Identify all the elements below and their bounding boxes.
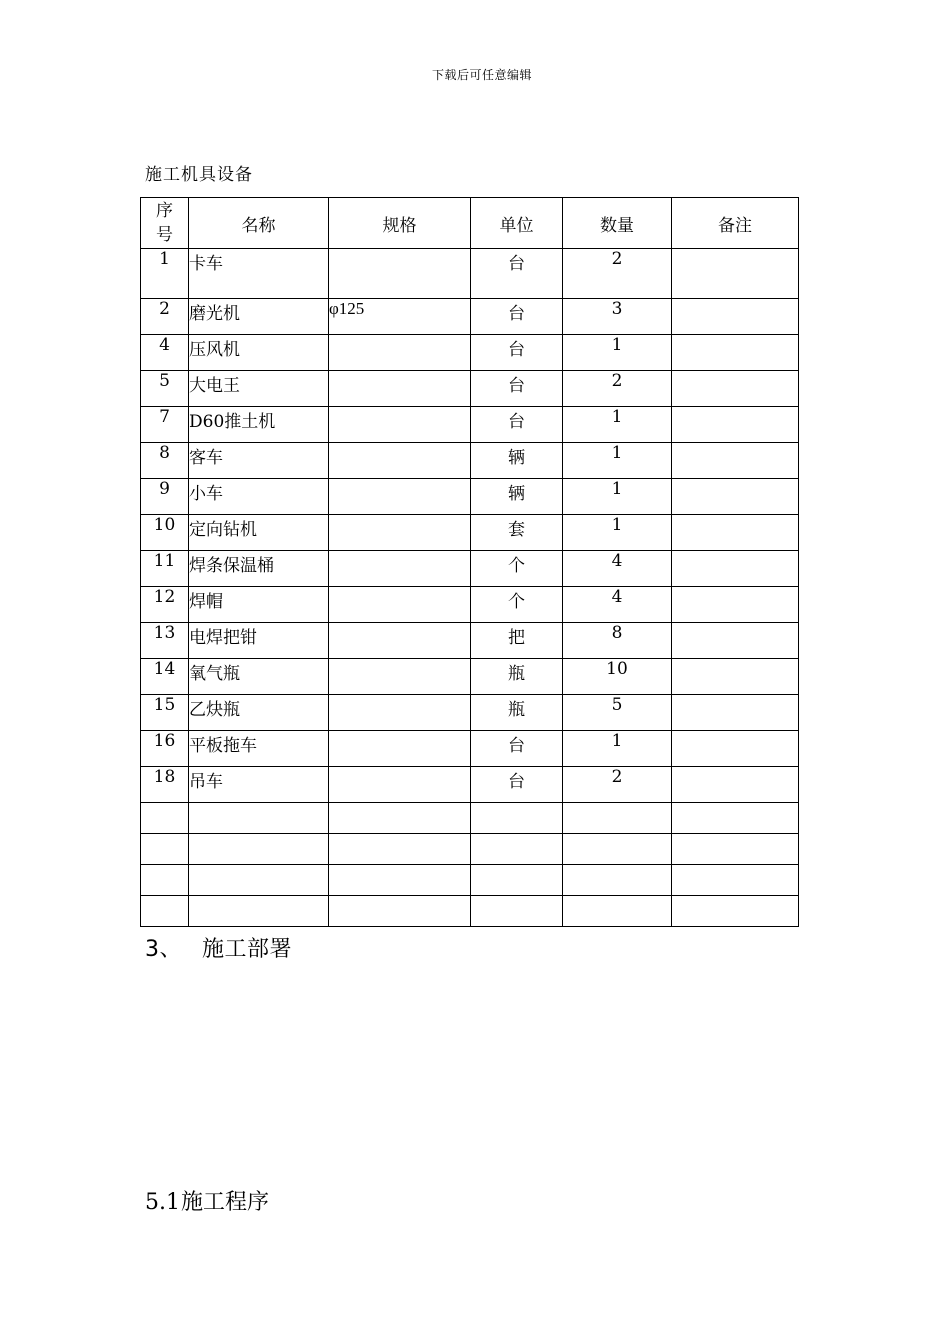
cell-unit: 台: [471, 335, 563, 371]
empty-cell: [471, 896, 563, 927]
header-name: 名称: [189, 198, 329, 249]
cell-qty: 2: [563, 371, 672, 407]
empty-cell: [329, 896, 471, 927]
cell-name: 大电王: [189, 371, 329, 407]
heading-3-number: 3、: [145, 937, 182, 962]
cell-spec: φ125: [329, 299, 471, 335]
cell-note: [672, 407, 799, 443]
table-row: [141, 623, 799, 659]
empty-cell: [141, 834, 189, 865]
empty-cell: [141, 865, 189, 896]
empty-cell: [672, 896, 799, 927]
cell-name: 焊帽: [189, 587, 329, 623]
cell-seq: 9: [141, 479, 189, 515]
empty-cell: [672, 803, 799, 834]
table-row: [141, 767, 799, 803]
cell-note: [672, 479, 799, 515]
cell-seq: 18: [141, 767, 189, 803]
header-note: 备注: [672, 198, 799, 249]
cell-seq: 11: [141, 551, 189, 587]
cell-seq: 15: [141, 695, 189, 731]
cell-unit: 瓶: [471, 659, 563, 695]
header-spec: 规格: [329, 198, 471, 249]
table-row: [141, 551, 799, 587]
empty-cell: [563, 865, 672, 896]
cell-spec: [329, 695, 471, 731]
empty-cell: [141, 896, 189, 927]
section-heading-3: [145, 932, 292, 963]
cell-qty: 5: [563, 695, 672, 731]
cell-seq: 2: [141, 299, 189, 335]
cell-note: [672, 249, 799, 299]
cell-unit: 辆: [471, 479, 563, 515]
cell-spec: [329, 623, 471, 659]
cell-name: 卡车: [189, 249, 329, 299]
cell-spec: [329, 407, 471, 443]
cell-name: 定向钻机: [189, 515, 329, 551]
cell-spec: [329, 515, 471, 551]
cell-qty: 4: [563, 587, 672, 623]
cell-unit: 台: [471, 299, 563, 335]
cell-unit: 辆: [471, 443, 563, 479]
cell-spec: [329, 249, 471, 299]
heading-5-1-text: 施工程序: [181, 1190, 270, 1215]
cell-spec: [329, 443, 471, 479]
cell-unit: 台: [471, 407, 563, 443]
cell-note: [672, 371, 799, 407]
table-row: [141, 587, 799, 623]
cell-seq: 13: [141, 623, 189, 659]
header-qty: 数量: [563, 198, 672, 249]
header-seq: 序 号: [141, 198, 189, 249]
cell-name: 压风机: [189, 335, 329, 371]
cell-spec: [329, 551, 471, 587]
cell-name: 平板拖车: [189, 731, 329, 767]
table-row: [141, 299, 799, 335]
table-row: [141, 407, 799, 443]
cell-unit: 台: [471, 249, 563, 299]
cell-unit: 个: [471, 551, 563, 587]
empty-cell: [141, 803, 189, 834]
table-row: [141, 335, 799, 371]
cell-qty: 1: [563, 479, 672, 515]
empty-table-row: [141, 896, 799, 927]
cell-qty: 1: [563, 335, 672, 371]
empty-cell: [189, 865, 329, 896]
cell-unit: 台: [471, 371, 563, 407]
cell-spec: [329, 587, 471, 623]
table-row: [141, 515, 799, 551]
cell-seq: 16: [141, 731, 189, 767]
header-unit: 单位: [471, 198, 563, 249]
table-header-row: [141, 198, 799, 249]
cell-unit: 个: [471, 587, 563, 623]
cell-qty: 4: [563, 551, 672, 587]
cell-note: [672, 299, 799, 335]
empty-cell: [563, 896, 672, 927]
cell-spec: [329, 479, 471, 515]
cell-spec: [329, 659, 471, 695]
equipment-table: [140, 197, 799, 927]
empty-cell: [471, 834, 563, 865]
table-row: [141, 249, 799, 299]
page-header-note: 下载后可任意编辑: [431, 68, 532, 82]
cell-seq: 7: [141, 407, 189, 443]
empty-cell: [672, 865, 799, 896]
cell-note: [672, 335, 799, 371]
cell-qty: 2: [563, 249, 672, 299]
cell-name: 焊条保温桶: [189, 551, 329, 587]
empty-cell: [563, 834, 672, 865]
cell-qty: 10: [563, 659, 672, 695]
cell-qty: 3: [563, 299, 672, 335]
cell-note: [672, 551, 799, 587]
cell-name: 氧气瓶: [189, 659, 329, 695]
cell-name: 电焊把钳: [189, 623, 329, 659]
empty-cell: [329, 803, 471, 834]
empty-cell: [471, 803, 563, 834]
empty-cell: [189, 896, 329, 927]
cell-seq: 14: [141, 659, 189, 695]
table-row: [141, 659, 799, 695]
empty-table-row: [141, 865, 799, 896]
table-row: [141, 479, 799, 515]
empty-table-row: [141, 803, 799, 834]
cell-seq: 5: [141, 371, 189, 407]
heading-3-text: 施工部署: [202, 937, 293, 962]
heading-5-1-number: 5.1: [145, 1190, 180, 1215]
cell-spec: [329, 371, 471, 407]
empty-cell: [329, 834, 471, 865]
cell-unit: 台: [471, 731, 563, 767]
empty-table-row: [141, 834, 799, 865]
cell-qty: 1: [563, 515, 672, 551]
empty-cell: [471, 865, 563, 896]
cell-qty: 8: [563, 623, 672, 659]
cell-qty: 1: [563, 407, 672, 443]
cell-seq: 8: [141, 443, 189, 479]
empty-cell: [563, 803, 672, 834]
empty-cell: [189, 834, 329, 865]
table-caption: 施工机具设备: [145, 165, 253, 185]
cell-unit: 瓶: [471, 695, 563, 731]
table-row: [141, 731, 799, 767]
cell-qty: 1: [563, 443, 672, 479]
cell-note: [672, 659, 799, 695]
cell-note: [672, 443, 799, 479]
cell-spec: [329, 767, 471, 803]
cell-name: 乙炔瓶: [189, 695, 329, 731]
cell-spec: [329, 335, 471, 371]
empty-cell: [672, 834, 799, 865]
cell-name: 吊车: [189, 767, 329, 803]
empty-cell: [189, 803, 329, 834]
table-row: [141, 695, 799, 731]
cell-unit: 套: [471, 515, 563, 551]
cell-note: [672, 623, 799, 659]
cell-note: [672, 767, 799, 803]
table-row: [141, 371, 799, 407]
cell-name: D60推土机: [189, 407, 329, 443]
cell-note: [672, 731, 799, 767]
cell-spec: [329, 731, 471, 767]
cell-unit: 台: [471, 767, 563, 803]
section-heading-5-1: [145, 1185, 269, 1216]
cell-name: 小车: [189, 479, 329, 515]
cell-seq: 4: [141, 335, 189, 371]
cell-qty: 1: [563, 731, 672, 767]
cell-seq: 1: [141, 249, 189, 299]
cell-note: [672, 515, 799, 551]
cell-name: 客车: [189, 443, 329, 479]
table-body: [141, 249, 799, 927]
cell-qty: 2: [563, 767, 672, 803]
cell-name: 磨光机: [189, 299, 329, 335]
cell-note: [672, 695, 799, 731]
cell-unit: 把: [471, 623, 563, 659]
cell-seq: 10: [141, 515, 189, 551]
empty-cell: [329, 865, 471, 896]
cell-note: [672, 587, 799, 623]
table-row: [141, 443, 799, 479]
cell-seq: 12: [141, 587, 189, 623]
